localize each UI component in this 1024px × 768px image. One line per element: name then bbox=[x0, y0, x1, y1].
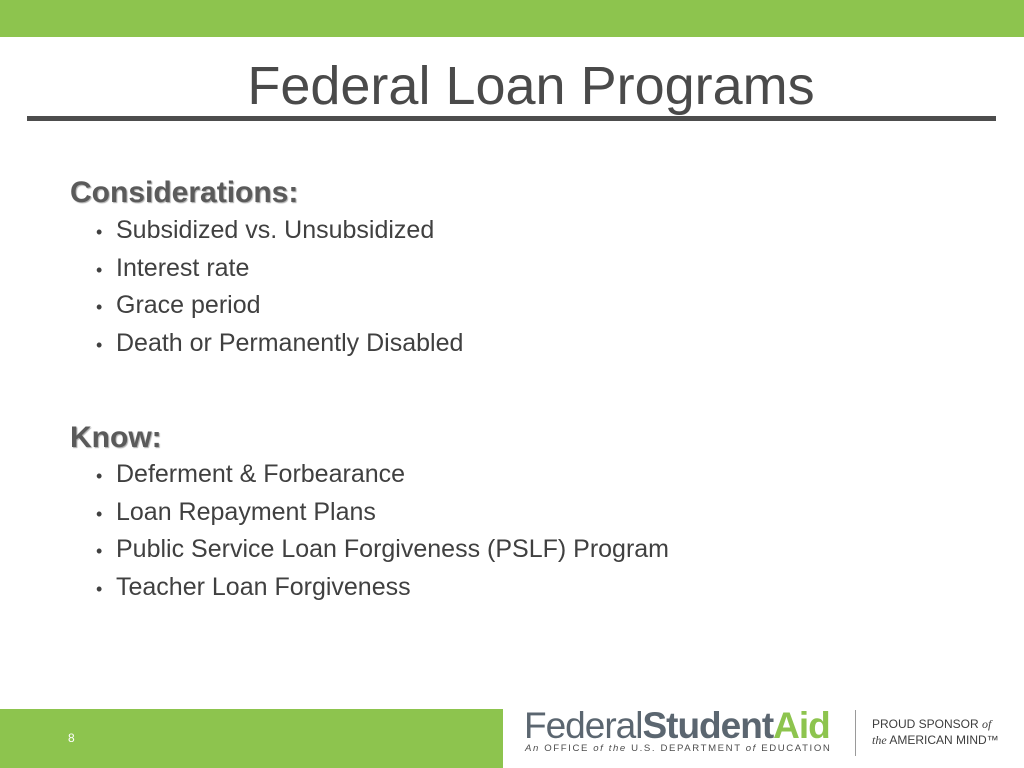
list-item bbox=[96, 291, 463, 329]
sponsor-of: of bbox=[982, 717, 992, 731]
tagline-office: OFFICE bbox=[544, 743, 589, 754]
logo-tagline bbox=[525, 743, 831, 754]
list-item-text: Interest rate bbox=[116, 253, 250, 282]
list-item-text: Grace period bbox=[116, 291, 261, 319]
logo-student-text: Student bbox=[642, 705, 774, 746]
list-item-text: Loan Repayment Plans bbox=[116, 497, 376, 526]
list-item-text: Death or Permanently Disabled bbox=[116, 328, 464, 357]
bullet-icon: • bbox=[96, 466, 103, 486]
sponsor-line-2 bbox=[872, 732, 999, 748]
list-item-text: Teacher Loan Forgiveness bbox=[116, 572, 411, 601]
sponsor-the: the bbox=[872, 733, 887, 747]
section-heading-considerations: Considerations: bbox=[70, 176, 299, 209]
sponsor-american-mind: AMERICAN MIND™ bbox=[889, 733, 999, 747]
list-item bbox=[96, 216, 463, 254]
list-item-text: Deferment & Forbearance bbox=[116, 460, 406, 488]
list-item bbox=[96, 254, 463, 292]
federal-student-aid-logo bbox=[524, 706, 844, 762]
tagline-of-the: of the bbox=[593, 743, 627, 754]
tagline-of: of bbox=[745, 743, 757, 754]
list-item-text: Public Service Loan Forgiveness (PSLF) Program bbox=[116, 535, 670, 563]
list-item bbox=[96, 498, 669, 536]
footer-green-band bbox=[0, 709, 503, 768]
page-number: 8 bbox=[68, 731, 75, 745]
bullet-icon: • bbox=[96, 503, 103, 524]
title-underline bbox=[27, 116, 996, 121]
list-item bbox=[96, 535, 669, 573]
logo-wordmark bbox=[524, 706, 830, 746]
section-heading-know: Know: bbox=[70, 421, 162, 454]
tagline-an: An bbox=[525, 743, 540, 754]
list-item-text: Subsidized vs. Unsubsidized bbox=[116, 216, 435, 244]
bullet-icon: • bbox=[96, 541, 103, 561]
tagline-education: EDUCATION bbox=[761, 743, 832, 754]
sponsor-text bbox=[872, 716, 999, 748]
bullet-icon: • bbox=[96, 334, 103, 355]
tagline-department: U.S. DEPARTMENT bbox=[631, 743, 742, 754]
bullet-icon: • bbox=[96, 297, 103, 317]
bullet-icon: • bbox=[96, 259, 103, 280]
list-item bbox=[96, 329, 463, 367]
sponsor-proud: PROUD SPONSOR bbox=[872, 717, 979, 731]
bullet-icon: • bbox=[96, 578, 103, 599]
list-item bbox=[96, 460, 669, 498]
sponsor-line-1 bbox=[872, 716, 999, 732]
considerations-list bbox=[96, 216, 463, 366]
bullet-icon: • bbox=[96, 222, 103, 242]
logo-federal-text: Federal bbox=[524, 705, 643, 746]
know-list bbox=[96, 460, 669, 610]
footer-divider bbox=[855, 710, 856, 756]
slide-title: Federal Loan Programs bbox=[247, 56, 815, 116]
top-accent-bar bbox=[0, 0, 1024, 37]
list-item bbox=[96, 573, 669, 611]
logo-aid-text: Aid bbox=[773, 705, 830, 746]
